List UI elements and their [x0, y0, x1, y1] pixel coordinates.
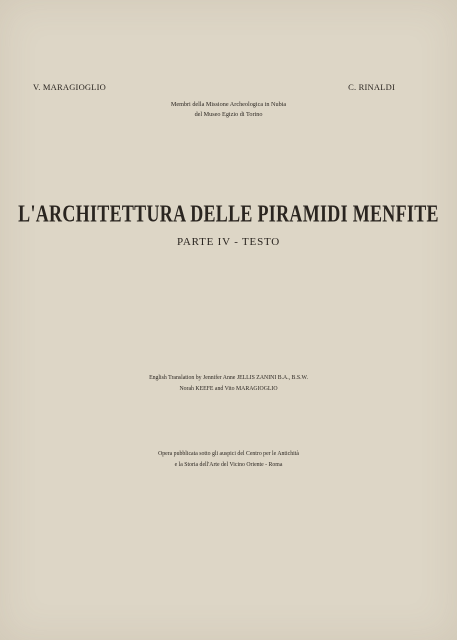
affiliation [0, 100, 457, 120]
main-title: L'ARCHITETTURA DELLE PIRAMIDI MENFITE [18, 200, 439, 227]
translation-credits [0, 373, 457, 395]
affiliation-line-2: del Museo Egizio di Torino [194, 111, 263, 118]
affiliation-line-1: Membri della Missione Archeologica in Nubia [170, 101, 287, 108]
translation-line-1: English Translation by Jennifer Anne JELLIS ZANINI B.A., B.S.W. [149, 375, 308, 381]
publication-line-1: Opera pubblicata sotto gli auspici del Centro per le Antichità [158, 451, 299, 457]
publication-line-2: e la Storia dell'Arte del Vicino Oriente - Roma [174, 462, 283, 468]
publication-note [0, 449, 457, 471]
author-left: V. MARAGIOGLIO [33, 82, 107, 92]
translation-line-2: Norah KEEFE and Vito MARAGIOGLIO [179, 386, 278, 392]
author-right: C. RINALDI [348, 82, 395, 92]
subtitle: PARTE IV - TESTO [176, 236, 281, 248]
